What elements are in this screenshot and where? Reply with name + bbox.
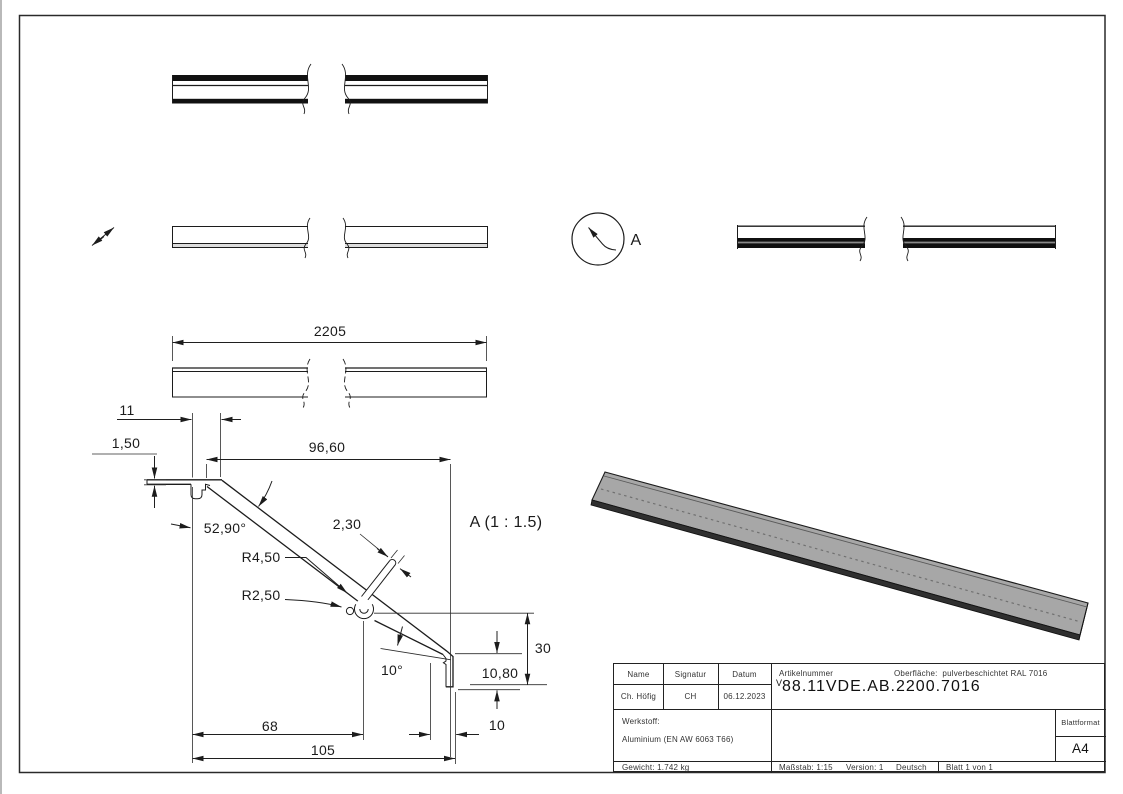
weight: Gewicht: 1.742 kg xyxy=(622,762,690,772)
bottom-view xyxy=(172,359,487,408)
front-view xyxy=(172,218,488,258)
signature-header: Signatur xyxy=(674,669,707,679)
scale: Maßstab: 1:15 xyxy=(779,762,833,772)
dim-slope-width: 96,60 xyxy=(308,439,346,455)
dim-overall-width: 105 xyxy=(310,742,336,758)
direction-arrow-symbol xyxy=(92,228,114,246)
dim-end-angle: 10° xyxy=(380,662,404,678)
article-number xyxy=(776,678,981,696)
top-view xyxy=(172,64,488,114)
dim-width-to-hook: 68 xyxy=(261,718,279,734)
version: Version: 1 xyxy=(846,762,884,772)
dim-flange-thickness: 1,50 xyxy=(111,435,141,451)
detail-dimensions xyxy=(92,402,551,764)
material-label: Werkstoff: xyxy=(622,717,660,726)
iso-bar-thickness xyxy=(591,500,1080,640)
surface-finish xyxy=(894,669,1047,678)
dim-end-offset: 10 xyxy=(488,717,506,733)
dim-outer-radius: R4,50 xyxy=(241,549,281,565)
dim-slope-angle: 52,90° xyxy=(203,520,247,536)
material-value: Aluminium (EN AW 6063 T66) xyxy=(622,735,734,744)
sheet-frame xyxy=(20,16,1106,773)
author-name: Ch. Höfig xyxy=(620,692,657,701)
article-number-label: Artikelnummer xyxy=(779,669,834,678)
surface-label: Oberfläche: xyxy=(894,669,938,678)
surface-value: pulverbeschichtet RAL 7016 xyxy=(942,669,1048,678)
sheet-format-value: A4 xyxy=(1072,741,1089,756)
article-number-prefix: V xyxy=(776,678,783,688)
dim-hook-width: 11 xyxy=(119,402,135,418)
back-view xyxy=(737,217,1056,261)
dim-end-height: 10,80 xyxy=(481,665,519,681)
sheet-format-label: Blattformat xyxy=(1061,718,1100,727)
drawing-date: 06.12.2023 xyxy=(723,692,766,701)
detail-callout-label: A xyxy=(630,232,642,249)
article-number-value: 88.11VDE.AB.2200.7016 xyxy=(782,678,981,695)
dim-inner-radius: R2,50 xyxy=(241,587,281,603)
sheet-number: Blatt 1 von 1 xyxy=(946,762,994,772)
dim-overall-height: 30 xyxy=(534,640,552,656)
dim-web-thickness: 2,30 xyxy=(332,516,362,532)
length-dimension xyxy=(173,323,487,361)
iso-bar-face xyxy=(592,472,1088,635)
dim-length: 2205 xyxy=(313,323,347,339)
language: Deutsch xyxy=(896,762,927,772)
detail-view-label: A (1 : 1.5) xyxy=(469,514,543,531)
name-header: Name xyxy=(627,669,650,679)
detail-callout xyxy=(572,213,642,265)
date-header: Datum xyxy=(732,669,757,679)
author-signature: CH xyxy=(684,692,697,701)
iso-view-3d xyxy=(591,472,1088,640)
title-block xyxy=(613,663,1105,772)
